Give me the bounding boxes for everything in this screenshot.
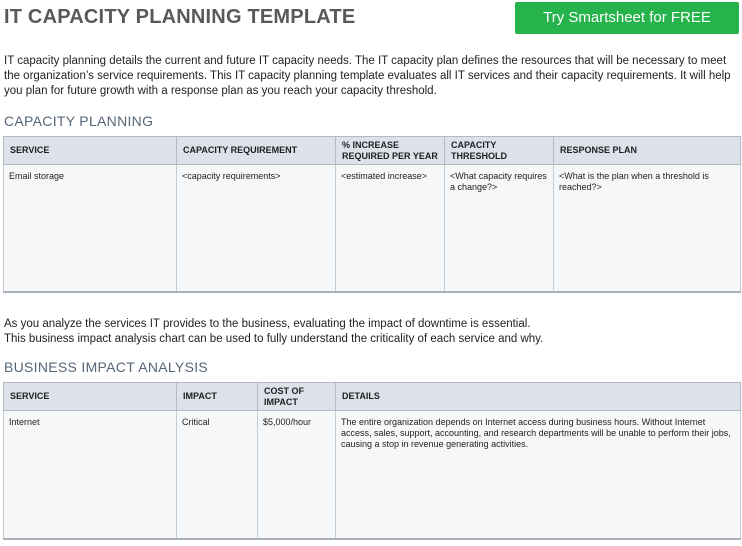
try-smartsheet-button[interactable]: Try Smartsheet for FREE [515, 2, 739, 34]
business-impact-intro [4, 317, 738, 347]
table-row [4, 165, 741, 293]
cell-impact[interactable]: Critical [177, 411, 258, 540]
column-header-capacity-requirement: CAPACITY REQUIREMENT [177, 137, 336, 165]
cell-cost-of-impact[interactable]: $5,000/hour [258, 411, 336, 540]
column-header-service: SERVICE [4, 383, 177, 411]
business-impact-heading: BUSINESS IMPACT ANALYSIS [4, 359, 209, 375]
business-impact-intro-line-1: As you analyze the services IT provides to the business, evaluating the impact of downtime is essential. [4, 318, 531, 330]
page-title: IT CAPACITY PLANNING TEMPLATE [4, 6, 356, 28]
column-header-impact: IMPACT [177, 383, 258, 411]
cell-percent-increase[interactable]: <estimated increase> [336, 165, 445, 293]
cell-service[interactable]: Email storage [4, 165, 177, 293]
cell-service[interactable]: Internet [4, 411, 177, 540]
column-header-percent-increase: % INCREASE REQUIRED PER YEAR [336, 137, 445, 165]
business-impact-intro-line-2: This business impact analysis chart can be used to fully understand the criticality of each service and why. [4, 333, 544, 345]
column-header-details: DETAILS [336, 383, 741, 411]
column-header-service: SERVICE [4, 137, 177, 165]
column-header-capacity-threshold: CAPACITY THRESHOLD [445, 137, 554, 165]
cell-capacity-requirement[interactable]: <capacity requirements> [177, 165, 336, 293]
impact-header-row [4, 383, 741, 411]
cell-capacity-threshold[interactable]: <What capacity requires a change?> [445, 165, 554, 293]
intro-paragraph: IT capacity planning details the current and future IT capacity needs. The IT capacity plan defines the resources that will be necessary to meet the organization’s service requirements. This IT capacity planning template evaluates all IT services and their capacity requirements. It will help you plan for future growth with a response plan as you reach your capacity threshold. [4, 55, 731, 97]
capacity-header-row [4, 137, 741, 165]
column-header-response-plan: RESPONSE PLAN [554, 137, 741, 165]
column-header-cost-of-impact: COST OF IMPACT [258, 383, 336, 411]
capacity-planning-heading: CAPACITY PLANNING [4, 113, 154, 129]
cell-response-plan[interactable]: <What is the plan when a threshold is reached?> [554, 165, 741, 293]
business-impact-table [3, 382, 741, 540]
table-row [4, 411, 741, 540]
cell-details[interactable]: The entire organization depends on Internet access during business hours. Without Internet access, sales, support, accounting, and research departments will be unable to perform their jobs, causing a stop in revenue generating activities. [336, 411, 741, 540]
capacity-planning-table [3, 136, 741, 293]
